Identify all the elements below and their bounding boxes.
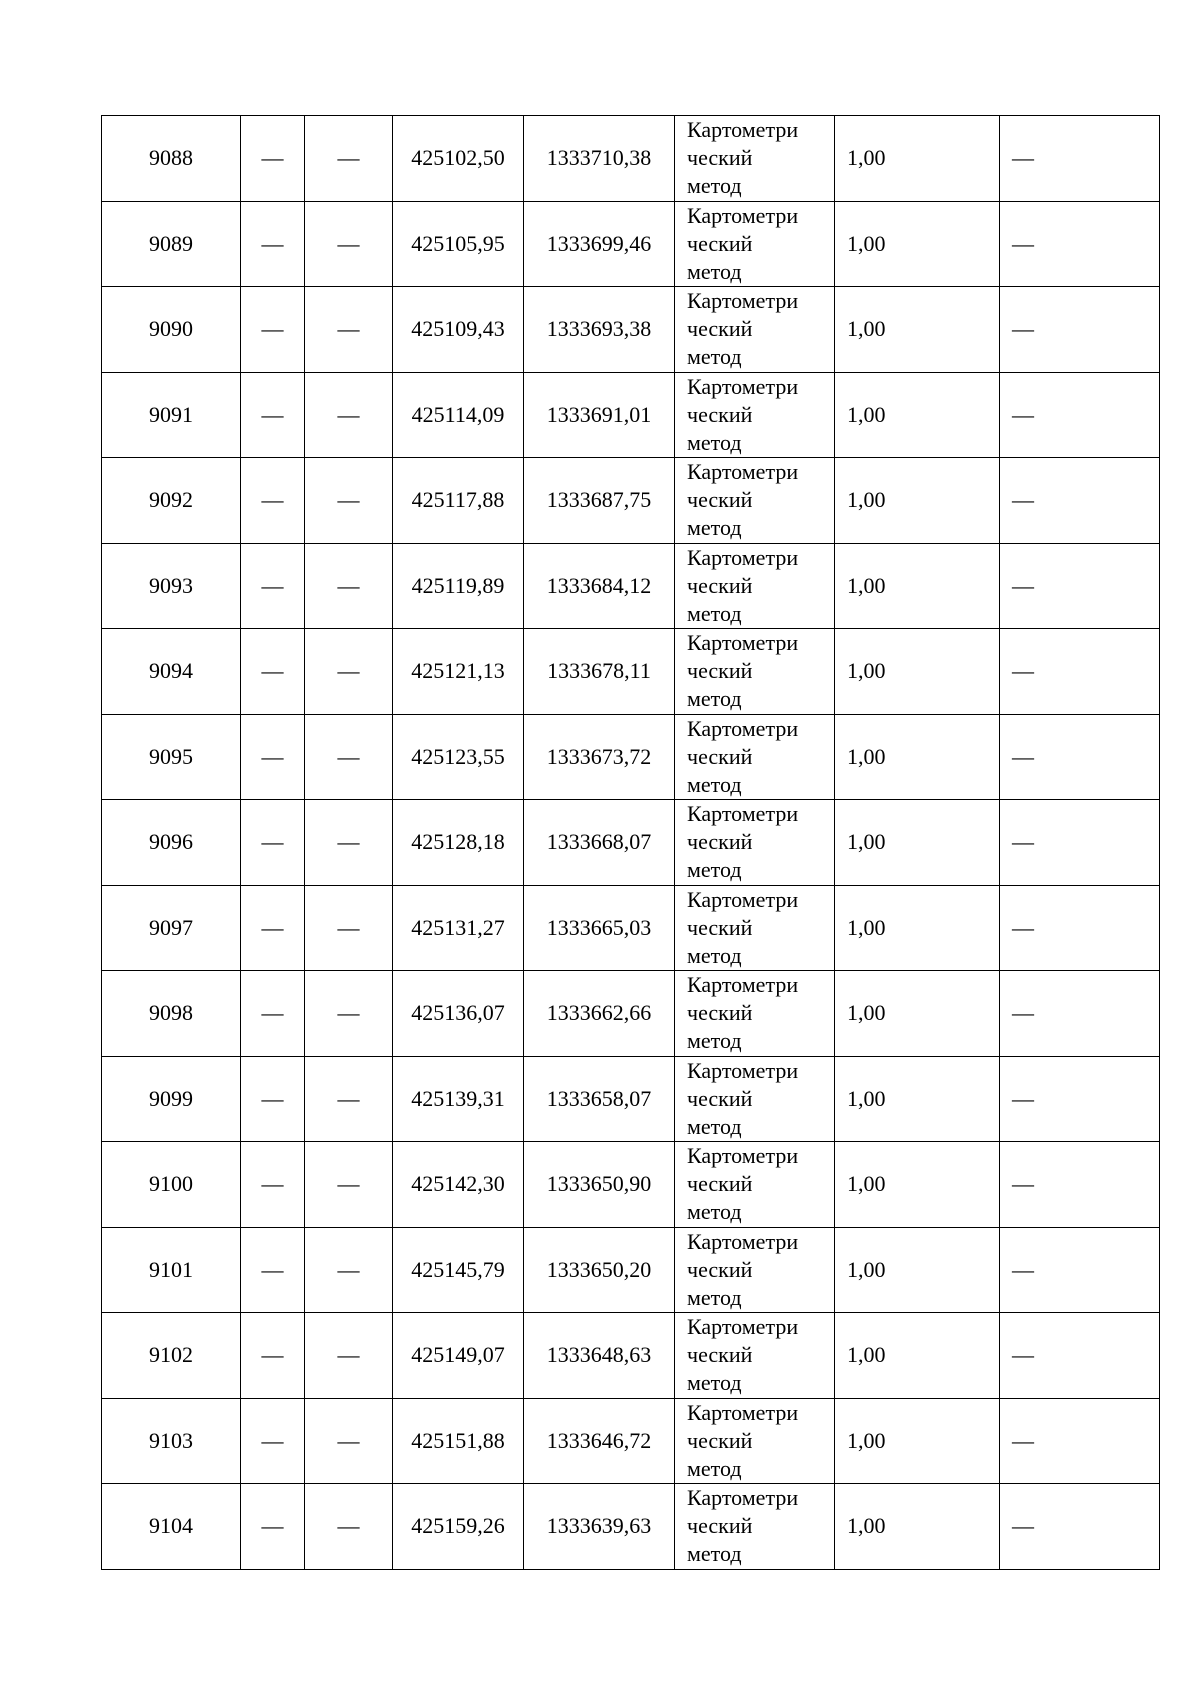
x-coordinate-cell: 425131,27 — [393, 885, 524, 971]
dash-cell-2: — — [241, 372, 305, 458]
point-number-cell: 9096 — [102, 800, 241, 886]
method-line: ческий — [687, 1513, 753, 1539]
last-dash-cell: — — [1000, 1313, 1160, 1399]
dash-cell-2: — — [241, 1056, 305, 1142]
dash-cell-3: — — [305, 971, 393, 1057]
table-row — [102, 1142, 1160, 1228]
method-line: ческий — [687, 1085, 753, 1111]
x-coordinate-cell: 425128,18 — [393, 800, 524, 886]
x-coordinate-cell: 425136,07 — [393, 971, 524, 1057]
dash-cell-2: — — [241, 1398, 305, 1484]
y-coordinate-cell: 1333648,63 — [524, 1313, 675, 1399]
method-line: Картометри — [687, 630, 799, 656]
method-line: Картометри — [687, 288, 799, 314]
method-cell — [675, 116, 835, 202]
method-line: метод — [687, 1028, 742, 1054]
method-line: метод — [687, 942, 742, 968]
precision-cell: 1,00 — [835, 1142, 1000, 1228]
method-line: ческий — [687, 743, 753, 769]
method-cell — [675, 885, 835, 971]
y-coordinate-cell: 1333699,46 — [524, 201, 675, 287]
y-coordinate-cell: 1333691,01 — [524, 372, 675, 458]
method-cell — [675, 971, 835, 1057]
method-line: метод — [687, 1455, 742, 1481]
last-dash-cell: — — [1000, 543, 1160, 629]
method-line: Картометри — [687, 117, 799, 143]
point-number-cell: 9101 — [102, 1227, 241, 1313]
method-cell — [675, 1484, 835, 1570]
dash-cell-2: — — [241, 1227, 305, 1313]
table-row — [102, 116, 1160, 202]
method-line: метод — [687, 515, 742, 541]
point-number-cell: 9091 — [102, 372, 241, 458]
dash-cell-3: — — [305, 372, 393, 458]
precision-cell: 1,00 — [835, 629, 1000, 715]
method-line: ческий — [687, 1171, 753, 1197]
dash-cell-3: — — [305, 714, 393, 800]
table-row — [102, 543, 1160, 629]
table-body — [102, 116, 1160, 1570]
dash-cell-2: — — [241, 971, 305, 1057]
method-cell — [675, 714, 835, 800]
point-number-cell: 9100 — [102, 1142, 241, 1228]
method-line: ческий — [687, 829, 753, 855]
y-coordinate-cell: 1333639,63 — [524, 1484, 675, 1570]
point-number-cell: 9093 — [102, 543, 241, 629]
dash-cell-3: — — [305, 201, 393, 287]
x-coordinate-cell: 425145,79 — [393, 1227, 524, 1313]
last-dash-cell: — — [1000, 1056, 1160, 1142]
method-line: метод — [687, 1541, 742, 1567]
precision-cell: 1,00 — [835, 543, 1000, 629]
last-dash-cell: — — [1000, 458, 1160, 544]
method-line: ческий — [687, 145, 753, 171]
dash-cell-3: — — [305, 458, 393, 544]
point-number-cell: 9094 — [102, 629, 241, 715]
dash-cell-2: — — [241, 1484, 305, 1570]
precision-cell: 1,00 — [835, 201, 1000, 287]
method-line: ческий — [687, 572, 753, 598]
dash-cell-3: — — [305, 629, 393, 715]
table-row — [102, 714, 1160, 800]
method-line: ческий — [687, 1342, 753, 1368]
method-line: метод — [687, 857, 742, 883]
y-coordinate-cell: 1333650,90 — [524, 1142, 675, 1228]
dash-cell-2: — — [241, 287, 305, 373]
method-cell — [675, 372, 835, 458]
table-row — [102, 1484, 1160, 1570]
dash-cell-3: — — [305, 116, 393, 202]
point-number-cell: 9090 — [102, 287, 241, 373]
method-cell — [675, 543, 835, 629]
x-coordinate-cell: 425102,50 — [393, 116, 524, 202]
x-coordinate-cell: 425142,30 — [393, 1142, 524, 1228]
y-coordinate-cell: 1333646,72 — [524, 1398, 675, 1484]
method-line: Картометри — [687, 202, 799, 228]
method-line: Картометри — [687, 1057, 799, 1083]
method-cell — [675, 800, 835, 886]
point-number-cell: 9102 — [102, 1313, 241, 1399]
last-dash-cell: — — [1000, 1227, 1160, 1313]
y-coordinate-cell: 1333650,20 — [524, 1227, 675, 1313]
method-line: Картометри — [687, 1143, 799, 1169]
point-number-cell: 9097 — [102, 885, 241, 971]
point-number-cell: 9099 — [102, 1056, 241, 1142]
dash-cell-3: — — [305, 1398, 393, 1484]
last-dash-cell: — — [1000, 629, 1160, 715]
last-dash-cell: — — [1000, 116, 1160, 202]
method-line: Картометри — [687, 972, 799, 998]
method-line: метод — [687, 429, 742, 455]
method-line: Картометри — [687, 801, 799, 827]
method-line: метод — [687, 258, 742, 284]
last-dash-cell: — — [1000, 1398, 1160, 1484]
method-line: Картометри — [687, 886, 799, 912]
table-row — [102, 372, 1160, 458]
table-row — [102, 1313, 1160, 1399]
method-line: ческий — [687, 487, 753, 513]
method-line: Картометри — [687, 544, 799, 570]
table-row — [102, 458, 1160, 544]
x-coordinate-cell: 425119,89 — [393, 543, 524, 629]
method-line: метод — [687, 771, 742, 797]
y-coordinate-cell: 1333678,11 — [524, 629, 675, 715]
y-coordinate-cell: 1333693,38 — [524, 287, 675, 373]
precision-cell: 1,00 — [835, 971, 1000, 1057]
point-number-cell: 9088 — [102, 116, 241, 202]
table-row — [102, 1398, 1160, 1484]
dash-cell-3: — — [305, 800, 393, 886]
precision-cell: 1,00 — [835, 1398, 1000, 1484]
method-cell — [675, 1056, 835, 1142]
table-row — [102, 885, 1160, 971]
method-line: Картометри — [687, 1485, 799, 1511]
method-cell — [675, 629, 835, 715]
precision-cell: 1,00 — [835, 287, 1000, 373]
x-coordinate-cell: 425159,26 — [393, 1484, 524, 1570]
precision-cell: 1,00 — [835, 714, 1000, 800]
precision-cell: 1,00 — [835, 458, 1000, 544]
y-coordinate-cell: 1333684,12 — [524, 543, 675, 629]
last-dash-cell: — — [1000, 714, 1160, 800]
dash-cell-2: — — [241, 714, 305, 800]
method-line: метод — [687, 173, 742, 199]
method-line: метод — [687, 686, 742, 712]
table-row — [102, 971, 1160, 1057]
dash-cell-2: — — [241, 201, 305, 287]
last-dash-cell: — — [1000, 287, 1160, 373]
x-coordinate-cell: 425151,88 — [393, 1398, 524, 1484]
dash-cell-3: — — [305, 1484, 393, 1570]
method-line: метод — [687, 1113, 742, 1139]
method-line: Картометри — [687, 373, 799, 399]
table-row — [102, 1227, 1160, 1313]
precision-cell: 1,00 — [835, 800, 1000, 886]
point-number-cell: 9092 — [102, 458, 241, 544]
last-dash-cell: — — [1000, 885, 1160, 971]
method-line: метод — [687, 1199, 742, 1225]
x-coordinate-cell: 425105,95 — [393, 201, 524, 287]
y-coordinate-cell: 1333658,07 — [524, 1056, 675, 1142]
method-line: Картометри — [687, 1399, 799, 1425]
method-line: метод — [687, 600, 742, 626]
y-coordinate-cell: 1333710,38 — [524, 116, 675, 202]
dash-cell-3: — — [305, 1142, 393, 1228]
method-line: ческий — [687, 401, 753, 427]
method-cell — [675, 458, 835, 544]
dash-cell-2: — — [241, 800, 305, 886]
method-line: ческий — [687, 1000, 753, 1026]
x-coordinate-cell: 425123,55 — [393, 714, 524, 800]
method-cell — [675, 1313, 835, 1399]
method-line: Картометри — [687, 459, 799, 485]
method-line: ческий — [687, 914, 753, 940]
dash-cell-2: — — [241, 629, 305, 715]
method-line: ческий — [687, 1427, 753, 1453]
table-row — [102, 1056, 1160, 1142]
method-line: метод — [687, 344, 742, 370]
dash-cell-3: — — [305, 885, 393, 971]
method-cell — [675, 1398, 835, 1484]
point-number-cell: 9103 — [102, 1398, 241, 1484]
dash-cell-2: — — [241, 543, 305, 629]
method-cell — [675, 1142, 835, 1228]
precision-cell: 1,00 — [835, 885, 1000, 971]
table-row — [102, 287, 1160, 373]
last-dash-cell: — — [1000, 1142, 1160, 1228]
method-line: метод — [687, 1284, 742, 1310]
table-row — [102, 629, 1160, 715]
point-number-cell: 9098 — [102, 971, 241, 1057]
precision-cell: 1,00 — [835, 1484, 1000, 1570]
method-line: Картометри — [687, 1228, 799, 1254]
y-coordinate-cell: 1333668,07 — [524, 800, 675, 886]
x-coordinate-cell: 425149,07 — [393, 1313, 524, 1399]
last-dash-cell: — — [1000, 800, 1160, 886]
precision-cell: 1,00 — [835, 372, 1000, 458]
last-dash-cell: — — [1000, 201, 1160, 287]
dash-cell-3: — — [305, 1313, 393, 1399]
precision-cell: 1,00 — [835, 1056, 1000, 1142]
method-cell — [675, 287, 835, 373]
x-coordinate-cell: 425117,88 — [393, 458, 524, 544]
dash-cell-2: — — [241, 116, 305, 202]
x-coordinate-cell: 425109,43 — [393, 287, 524, 373]
coordinates-table — [101, 115, 1160, 1570]
x-coordinate-cell: 425121,13 — [393, 629, 524, 715]
method-line: ческий — [687, 230, 753, 256]
precision-cell: 1,00 — [835, 1313, 1000, 1399]
precision-cell: 1,00 — [835, 116, 1000, 202]
y-coordinate-cell: 1333665,03 — [524, 885, 675, 971]
y-coordinate-cell: 1333687,75 — [524, 458, 675, 544]
dash-cell-2: — — [241, 885, 305, 971]
method-line: ческий — [687, 658, 753, 684]
method-line: Картометри — [687, 1314, 799, 1340]
dash-cell-3: — — [305, 543, 393, 629]
method-line: ческий — [687, 1256, 753, 1282]
method-line: ческий — [687, 316, 753, 342]
table-row — [102, 800, 1160, 886]
y-coordinate-cell: 1333662,66 — [524, 971, 675, 1057]
method-cell — [675, 201, 835, 287]
point-number-cell: 9095 — [102, 714, 241, 800]
dash-cell-3: — — [305, 287, 393, 373]
last-dash-cell: — — [1000, 1484, 1160, 1570]
dash-cell-2: — — [241, 458, 305, 544]
x-coordinate-cell: 425139,31 — [393, 1056, 524, 1142]
last-dash-cell: — — [1000, 971, 1160, 1057]
table-row — [102, 201, 1160, 287]
y-coordinate-cell: 1333673,72 — [524, 714, 675, 800]
dash-cell-2: — — [241, 1142, 305, 1228]
x-coordinate-cell: 425114,09 — [393, 372, 524, 458]
dash-cell-3: — — [305, 1056, 393, 1142]
dash-cell-2: — — [241, 1313, 305, 1399]
precision-cell: 1,00 — [835, 1227, 1000, 1313]
method-cell — [675, 1227, 835, 1313]
last-dash-cell: — — [1000, 372, 1160, 458]
point-number-cell: 9104 — [102, 1484, 241, 1570]
method-line: Картометри — [687, 715, 799, 741]
method-line: метод — [687, 1370, 742, 1396]
point-number-cell: 9089 — [102, 201, 241, 287]
dash-cell-3: — — [305, 1227, 393, 1313]
